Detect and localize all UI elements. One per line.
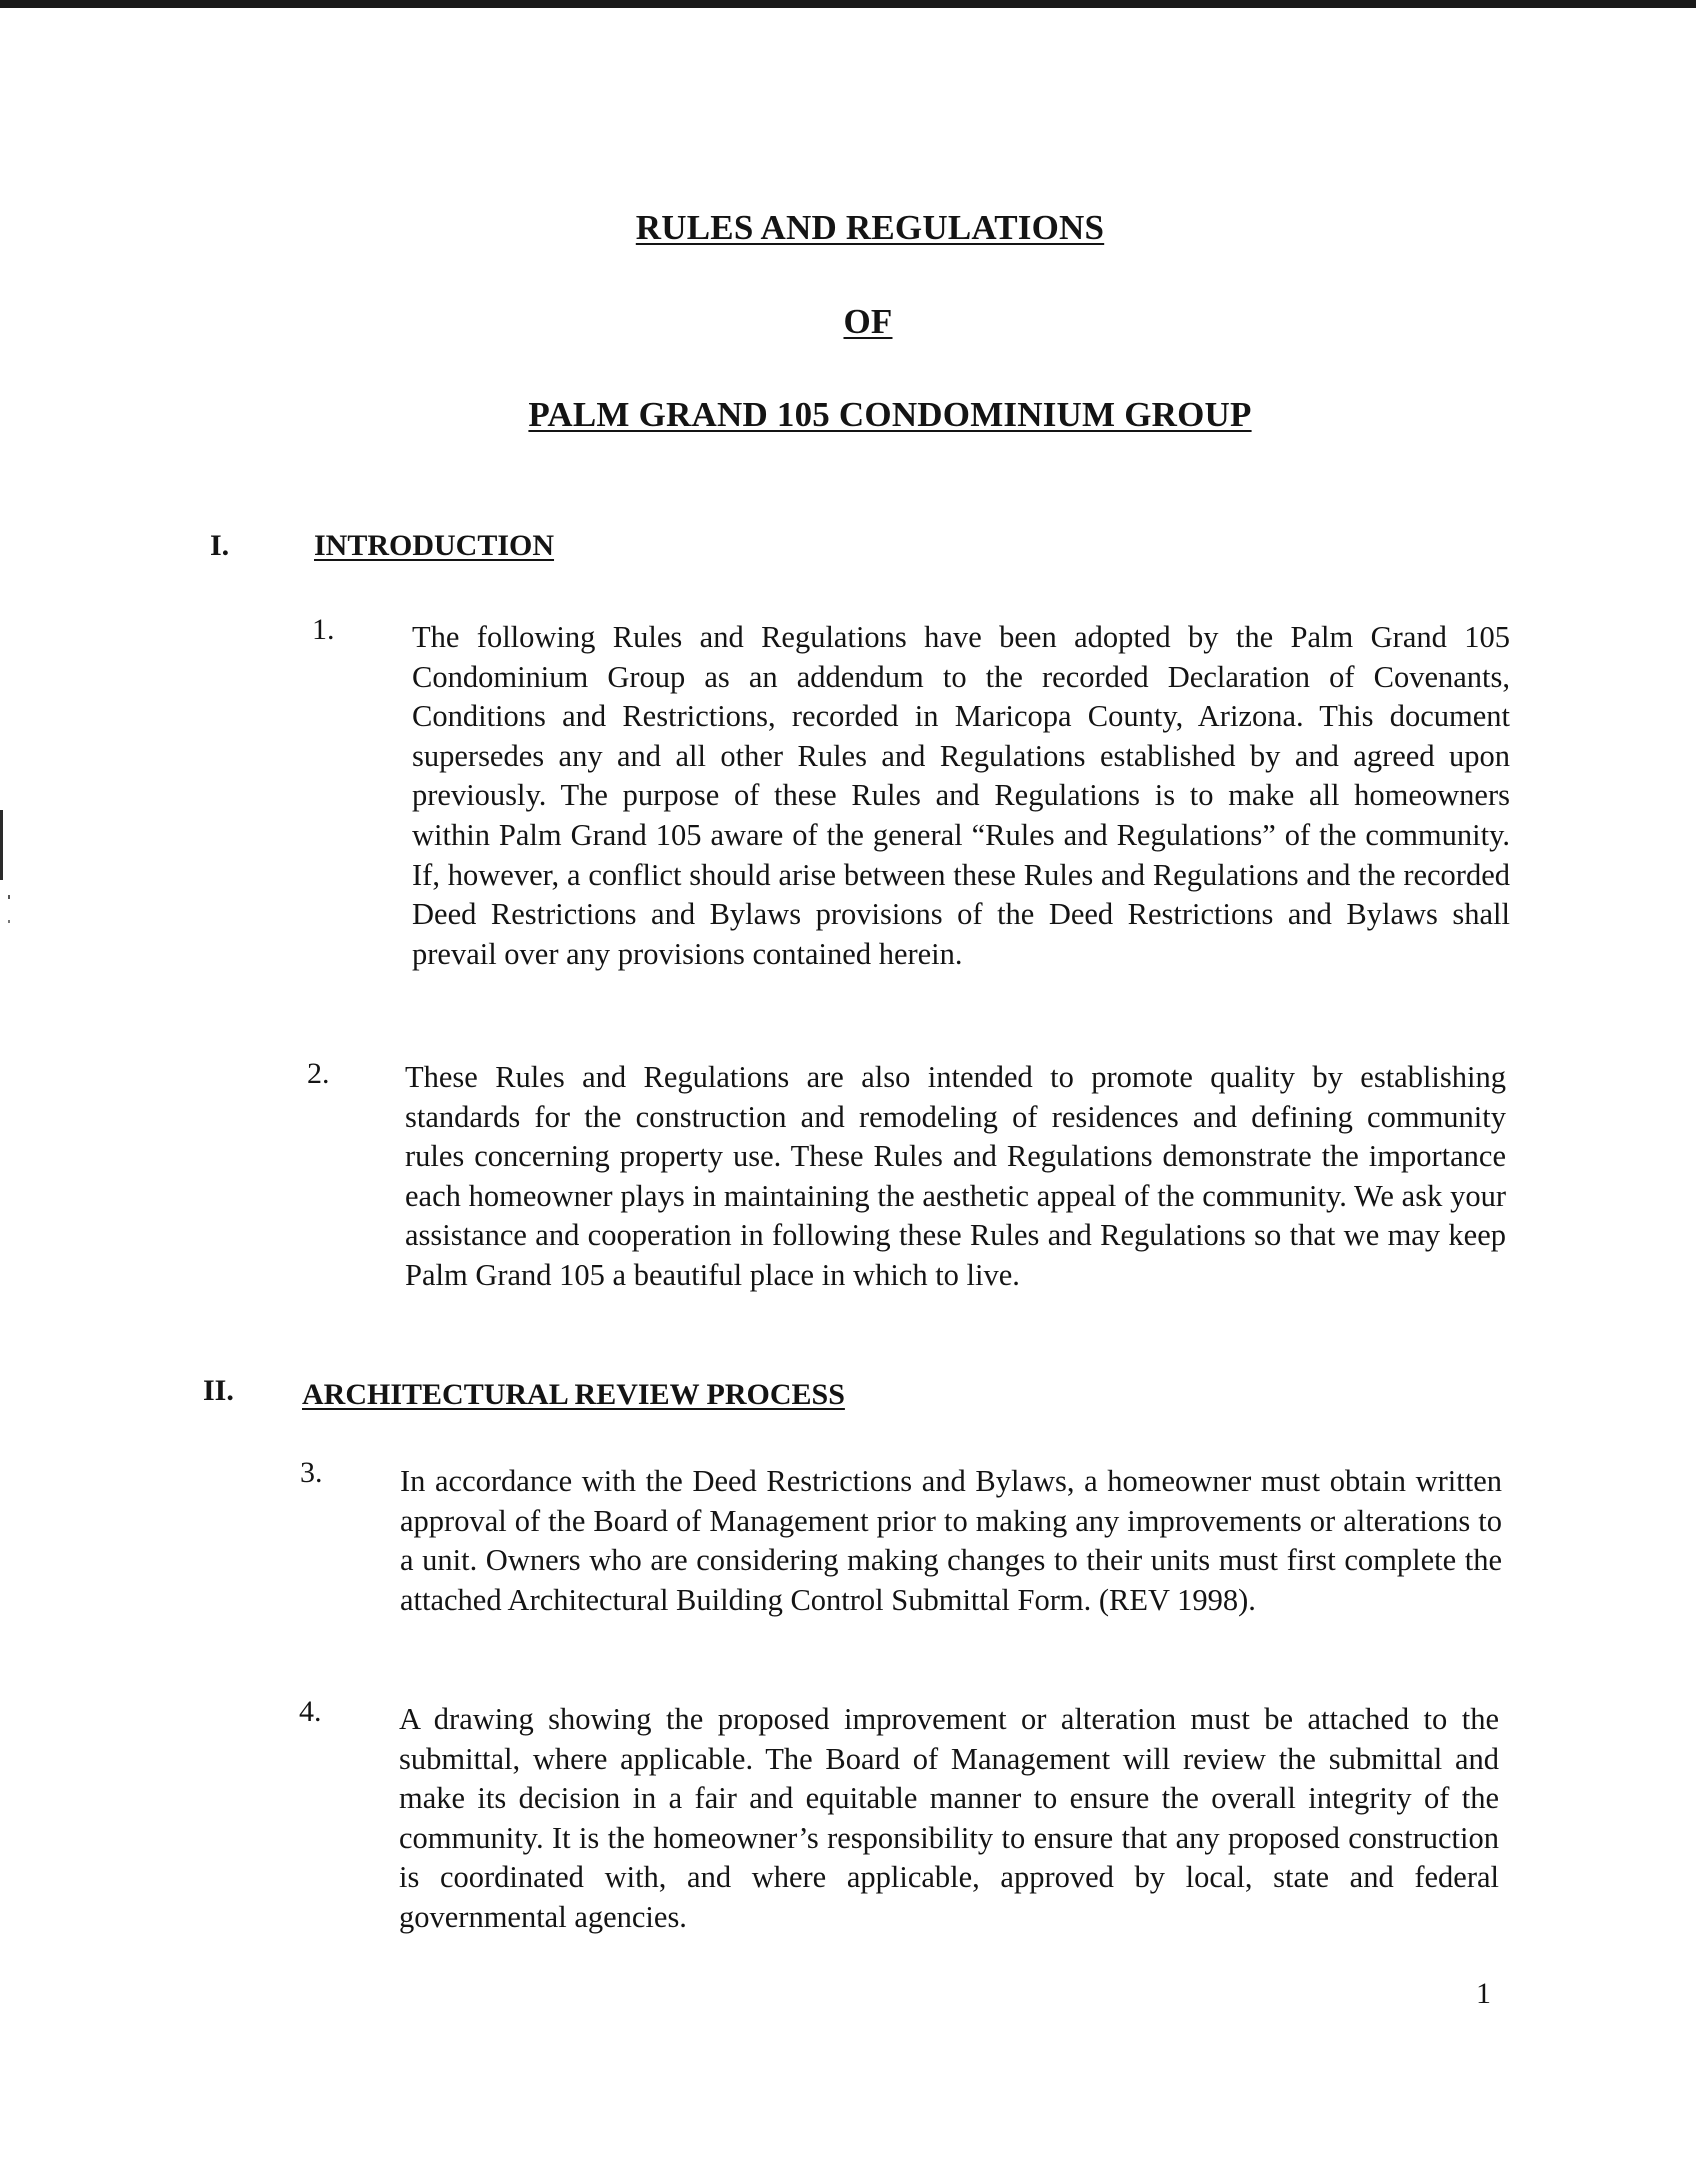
document-title-of: OF bbox=[843, 302, 893, 341]
document-title: RULES AND REGULATIONS bbox=[635, 208, 1105, 247]
document-subtitle: PALM GRAND 105 CONDOMINIUM GROUP bbox=[528, 395, 1252, 434]
page-number: 1 bbox=[1476, 1977, 1491, 2010]
item-paragraph: A drawing showing the proposed improvement or alteration must be attached to the submittal, where applicable. The Board of Management will review the submittal and make its decision in a fair and equitable manner to ensure the overall integrity of the community. It is the homeowner’s responsibility to ensure that any proposed construction is coordinated with, and where applicable, approved by local, state and federal governmental agencies. bbox=[399, 1702, 1499, 1934]
section-numeral: II. bbox=[203, 1374, 234, 1407]
scan-speck bbox=[8, 895, 10, 899]
item-paragraph: These Rules and Regulations are also intended to promote quality by establishing standards for the construction and remodeling of residences and defining community rules concerning property use. These Rules and Regulations demonstrate the importance each homeowner plays in maintaining the aesthetic appeal of the community. We ask your assistance and cooperation in following these Rules and Regulations so that we may keep Palm Grand 105 a beautiful place in which to live. bbox=[405, 1060, 1506, 1292]
item-paragraph: The following Rules and Regulations have been adopted by the Palm Grand 105 Condominium Group as an addendum to the recorded Declaration of Covenants, Conditions and Restrictions, recorded in Maricopa County, Arizona. This document supersedes any and all other Rules and Regulations established by and agreed upon previously. The purpose of these Rules and Regulations is to make all homeowners within Palm Grand 105 aware of the general “Rules and Regulations” of the community. If, however, a conflict should arise between these Rules and Regulations and the recorded Deed Restrictions and Bylaws provisions of the Deed Restrictions and Bylaws shall prevail over any provisions contained herein. bbox=[412, 620, 1510, 971]
item-number: 4. bbox=[299, 1695, 322, 1728]
item-number: 1. bbox=[312, 613, 335, 646]
item-paragraph: In accordance with the Deed Restrictions and Bylaws, a homeowner must obtain written approval of the Board of Management prior to making any improvements or alterations to a unit. Owners who are considering making changes to their units must first complete the attached Architectural Building Control Submittal Form. (REV 1998). bbox=[400, 1464, 1502, 1617]
scan-top-edge bbox=[0, 0, 1696, 8]
section-heading-introduction: INTRODUCTION bbox=[314, 529, 555, 562]
section-numeral: I. bbox=[210, 529, 230, 562]
item-number: 3. bbox=[300, 1456, 323, 1489]
scan-margin-mark bbox=[0, 810, 3, 880]
scan-speck bbox=[8, 920, 10, 923]
item-number: 2. bbox=[307, 1057, 330, 1090]
section-heading-architectural-review: ARCHITECTURAL REVIEW PROCESS bbox=[302, 1378, 845, 1411]
